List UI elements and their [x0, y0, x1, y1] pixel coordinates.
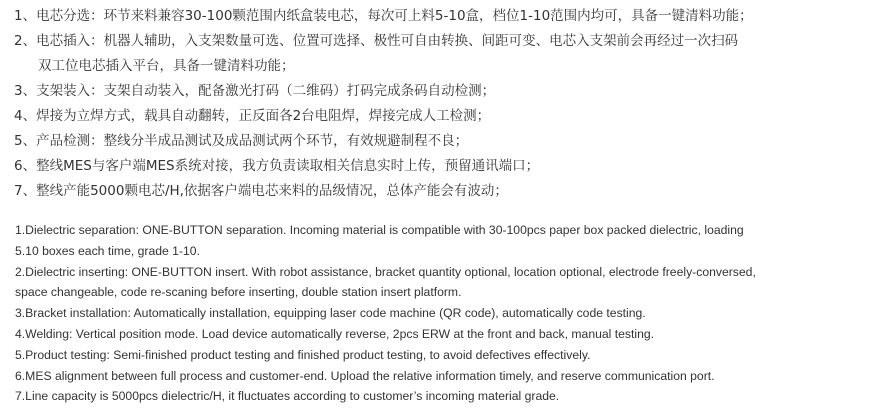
cn-item-3: 3、支架装入：支架自动装入，配备激光打码（二维码）打码完成条码自动检测；	[14, 83, 496, 99]
cn-item-2: 2、电芯插入：机器人辅助，入支架数量可选、位置可选择、极性可自由转换、间距可变、电芯入支架前会再经过一次扫码	[14, 33, 739, 49]
cn-item-7: 7、整线产能5000颗电芯/H,依据客户端电芯来料的品级情况，总体产能会有波动；	[14, 183, 508, 199]
chinese-feature-list	[14, 4, 864, 204]
en-item-2: 2.Dielectric inserting: ONE-BUTTON insert. With robot assistance, bracket quantity optional, location optional, electrode freely-conversed,	[15, 264, 756, 279]
en-item-1: 1.Dielectric separation: ONE-BUTTON separation. Incoming material is compatible with 30-100pcs paper box packed dielectric, loading	[15, 223, 744, 237]
en-item-5: 5.Product testing: Semi-finished product testing and finished product testing, to avoid defectives effectively.	[15, 347, 591, 362]
en-item-2-continued: space changeable, code re-scaning before inserting, double station insert platform.	[15, 285, 462, 300]
en-item-6: 6.MES alignment between full process and customer-end. Upload the relative information timely, and reserve communication port.	[15, 368, 715, 383]
en-item-4: 4.Welding: Vertical position mode. Load device automatically reverse, 2pcs ERW at the front and back, manual testing.	[15, 326, 655, 341]
cn-item-5: 5、产品检测：整线分半成品测试及成品测试两个环节，有效规避制程不良；	[14, 133, 469, 149]
english-feature-list	[15, 220, 865, 407]
cn-item-6: 6、整线MES与客户端MES系统对接，我方负责读取相关信息实时上传，预留通讯端口；	[14, 158, 540, 174]
cn-item-1: 1、电芯分选：环节来料兼容30-100颗范围内纸盒装电芯，每次可上料5-10盒，档位1-10范围内均可，具备一键清料功能；	[14, 8, 753, 24]
en-item-7: 7.Line capacity is 5000pcs dielectric/H, it fluctuates according to customer’s incoming material grade.	[15, 389, 560, 404]
cn-item-2-continued: 双工位电芯插入平台，具备一键清料功能；	[38, 58, 295, 74]
cn-item-4: 4、焊接为立焊方式，载具自动翻转，正反面各2台电阻焊，焊接完成人工检测；	[14, 108, 491, 124]
en-item-3: 3.Bracket installation: Automatically installation, equipping laser code machine (QR code), automatically code testing.	[15, 306, 646, 321]
en-item-1-continued: 5.10 boxes each time, grade 1-10.	[15, 243, 200, 258]
